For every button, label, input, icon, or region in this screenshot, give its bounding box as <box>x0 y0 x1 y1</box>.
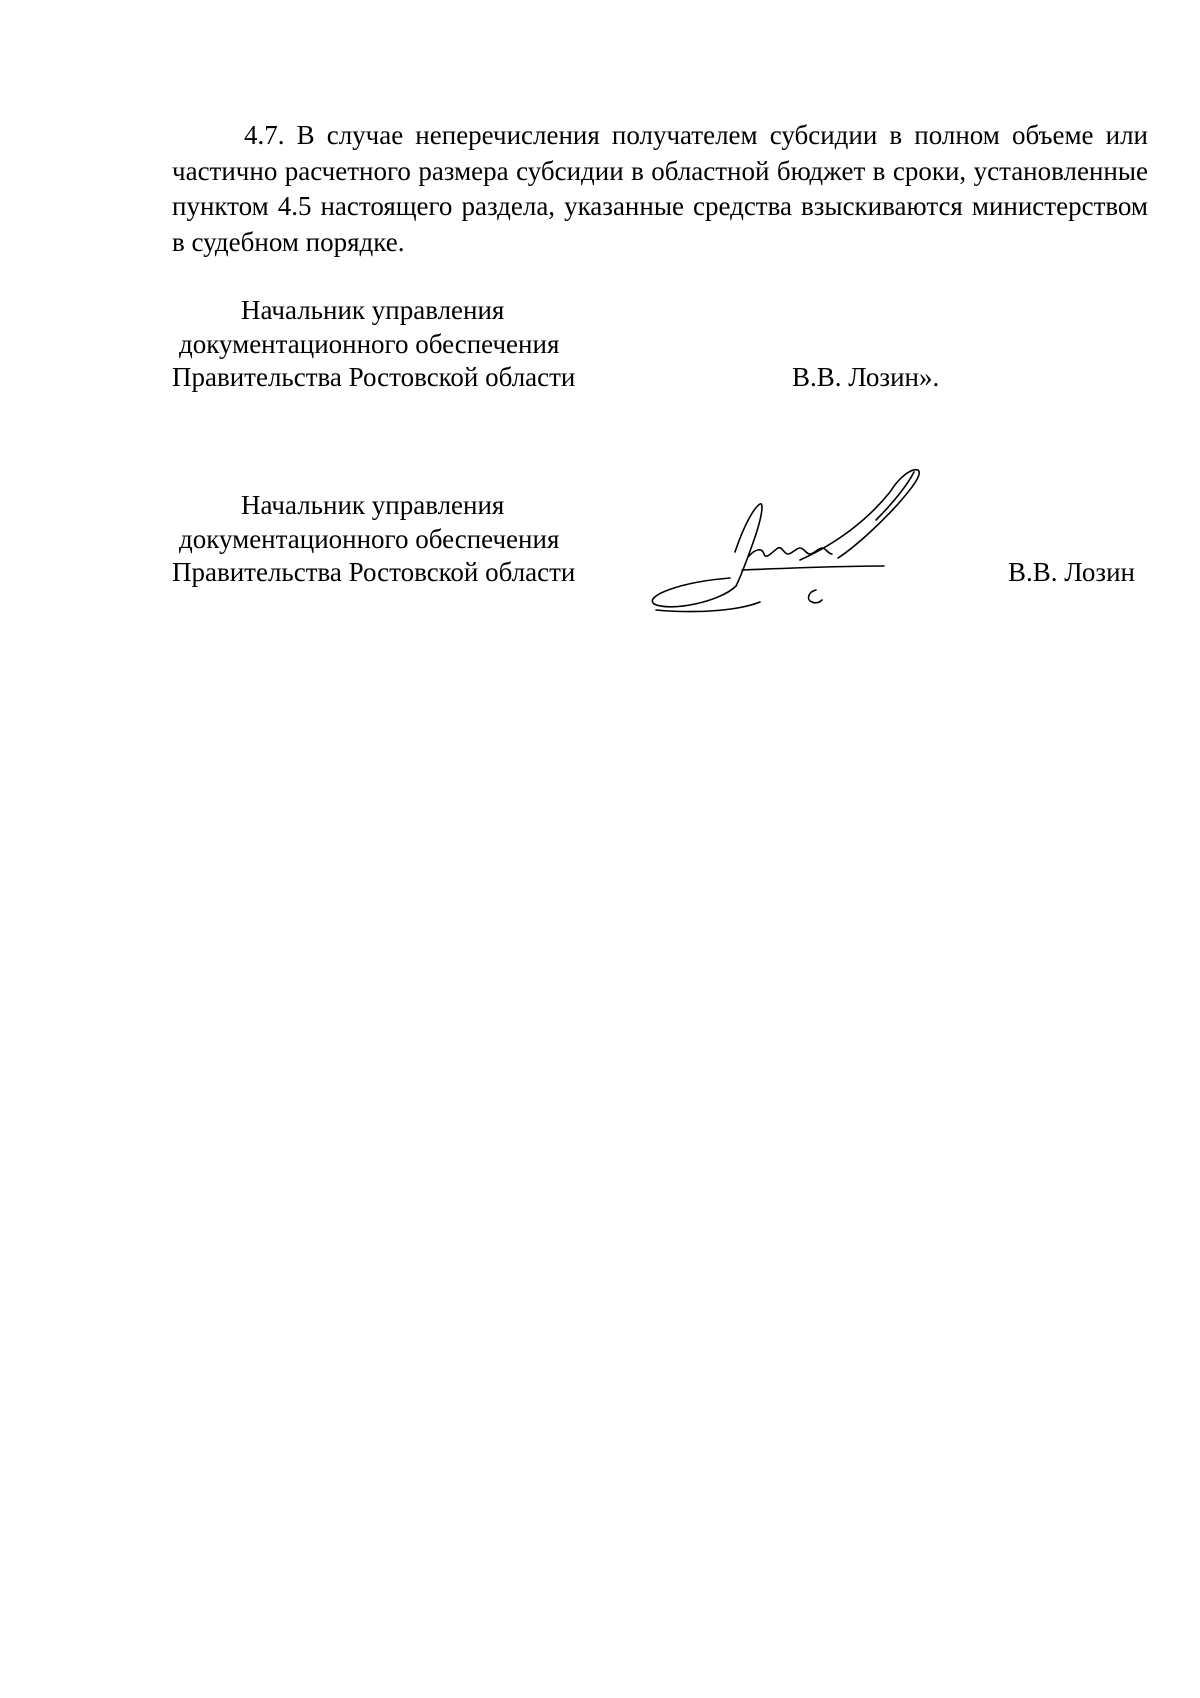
handwritten-signature <box>650 462 990 622</box>
signature-title-line: документационного обеспечения <box>179 328 560 359</box>
signature-title-line: Правительства Ростовской области <box>172 557 576 587</box>
signature-title-line: Правительства Ростовской области <box>172 362 576 392</box>
signature-block-1-title <box>172 294 575 395</box>
signature-block-2-title <box>172 489 575 590</box>
paragraph-4-7: 4.7. В случае неперечисления получателем субсидии в полном объеме или частично расчетного размера субсидии в областной бюджет в сроки, установленные пунктом 4.5 настоящего раздела, указанные средства взыскиваются министерством в судебном порядке. <box>172 120 1148 257</box>
signature-title-line: Начальник управления <box>241 490 505 520</box>
signatory-name-2: В.В. Лозин <box>1008 557 1135 587</box>
signature-title-line: Начальник управления <box>241 295 505 325</box>
signatory-name-1: В.В. Лозин». <box>792 362 940 392</box>
signature-title-line: документационного обеспечения <box>179 523 560 554</box>
